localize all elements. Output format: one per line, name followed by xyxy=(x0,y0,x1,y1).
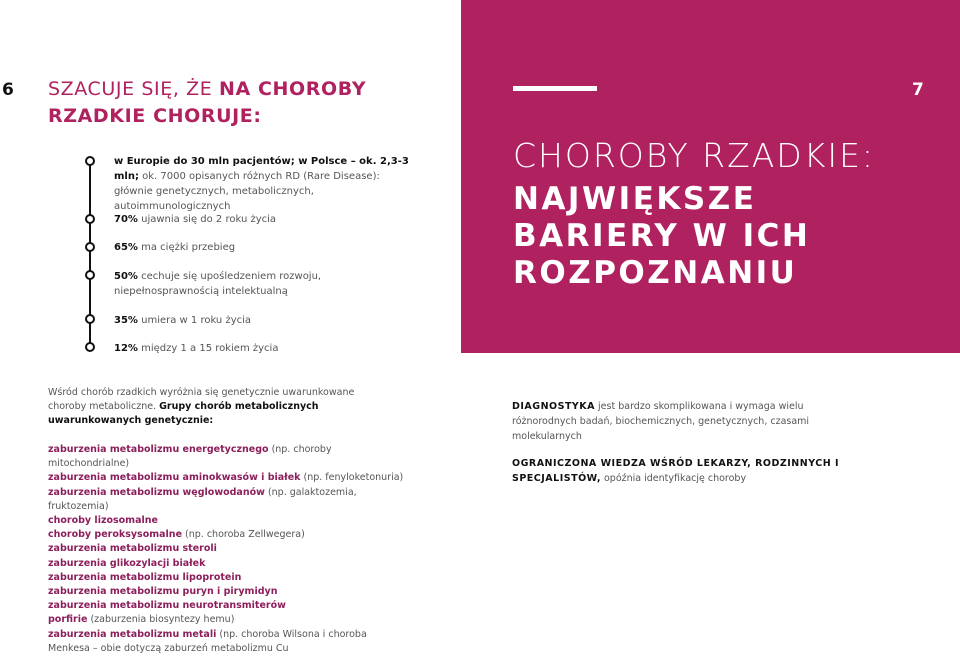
list-item xyxy=(48,613,408,627)
disease-group-list xyxy=(48,443,408,656)
group-name: zaburzenia metabolizmu aminokwasów i białek xyxy=(48,472,301,484)
panel-title-bold xyxy=(513,181,810,292)
stat-value: 50% xyxy=(114,271,138,282)
intro-paragraph xyxy=(48,386,393,428)
stat-value: 70% xyxy=(114,214,138,225)
group-name: zaburzenia metabolizmu metali xyxy=(48,628,217,640)
list-item xyxy=(48,471,408,485)
panel-accent-bar xyxy=(513,86,597,91)
stat-text: ma ciężki przebieg xyxy=(137,242,236,253)
group-name: zaburzenia metabolizmu lipoprotein xyxy=(48,571,242,583)
panel-title-line: ROZPOZNANIU xyxy=(513,255,798,291)
list-item xyxy=(48,557,408,571)
list-item xyxy=(48,514,408,528)
page-number-left: 6 xyxy=(2,80,14,100)
section-heading xyxy=(48,76,366,130)
barrier-text: opóźnia identyfikację choroby xyxy=(600,473,747,484)
group-note: (np. galaktozemia, fruktozemia) xyxy=(48,486,357,512)
list-item xyxy=(48,542,408,556)
group-name: zaburzenia glikozylacji białek xyxy=(48,557,206,569)
list-item xyxy=(48,599,408,613)
panel-title-line: BARIERY W ICH xyxy=(513,218,811,254)
group-note: (np. choroba Wilsona i choroba Menkesa – obie dotyczą zaburzeń metabolizmu Cu xyxy=(48,628,367,654)
intro-text: Wśród chorób rzadkich wyróżnia się genetycznie uwarunkowane choroby metaboliczne. xyxy=(48,387,355,412)
heading-bold-2: RZADKIE CHORUJE: xyxy=(48,105,262,127)
stat-value: 12% xyxy=(114,343,138,354)
group-name: zaburzenia metabolizmu węglowodanów xyxy=(48,486,265,498)
list-item xyxy=(48,628,408,656)
barrier-knowledge xyxy=(512,456,862,486)
barrier-title: OGRANICZONA WIEDZA WŚRÓD LEKARZY, RODZINNYCH I SPECJALISTÓW, xyxy=(512,458,840,484)
barrier-diagnostics xyxy=(512,399,862,444)
barrier-text: jest bardzo skomplikowana i wymaga wielu różnorodnych badań, biochemicznych, genetycznych, czasami molekularnych xyxy=(512,401,810,442)
intro-bold: Grupy chorób metabolicznych uwarunkowanych genetycznie: xyxy=(48,401,319,426)
title-panel xyxy=(461,0,960,353)
group-note: (zaburzenia biosyntezy hemu) xyxy=(87,614,235,626)
panel-title-light: CHOROBY RZADKIE: xyxy=(513,136,876,175)
group-note: (np. choroba Zellwegera) xyxy=(182,529,305,541)
stat-item xyxy=(114,154,414,214)
stat-value: w Europie do 30 mln pacjentów; w Polsce – ok. 2,3-3 mln; xyxy=(114,156,409,182)
list-item xyxy=(48,585,408,599)
timeline-dot xyxy=(85,242,95,252)
stat-text: umiera w 1 roku życia xyxy=(137,315,252,326)
timeline-dot xyxy=(85,214,95,224)
stat-text: cechuje się upośledzeniem rozwoju, niepełnosprawnością intelektualną xyxy=(114,271,322,297)
stat-value: 65% xyxy=(114,242,138,253)
timeline-dot xyxy=(85,342,95,352)
stat-item xyxy=(114,212,414,227)
stat-text: między 1 a 15 rokiem życia xyxy=(137,343,279,354)
group-name: zaburzenia metabolizmu steroli xyxy=(48,543,217,555)
list-item xyxy=(48,443,408,471)
stat-item xyxy=(114,313,414,328)
page-number-right: 7 xyxy=(912,80,924,100)
group-name: zaburzenia metabolizmu puryn i pirymidyn xyxy=(48,586,278,598)
panel-title-line: NAJWIĘKSZE xyxy=(513,181,757,217)
timeline-dot xyxy=(85,314,95,324)
stat-item xyxy=(114,269,414,299)
group-name: zaburzenia metabolizmu energetycznego xyxy=(48,444,269,455)
group-name: choroby peroksysomalne xyxy=(48,529,183,541)
stat-text: ok. 7000 opisanych różnych RD (Rare Disease): głównie genetycznych, metabolicznych, autoimmunologicznych xyxy=(114,171,380,212)
group-name: porfirie xyxy=(48,614,88,626)
stat-item xyxy=(114,240,414,255)
group-name: zaburzenia metabolizmu neurotransmiterów xyxy=(48,600,286,612)
heading-normal: SZACUJE SIĘ, ŻE xyxy=(48,78,219,100)
group-note: (np. choroby mitochondrialne) xyxy=(48,444,332,470)
timeline-dot xyxy=(85,156,95,166)
stat-value: 35% xyxy=(114,315,138,326)
list-item xyxy=(48,571,408,585)
stat-item xyxy=(114,341,414,356)
group-note: (np. fenyloketonuria) xyxy=(300,472,404,484)
list-item xyxy=(48,486,408,514)
timeline-dot xyxy=(85,270,95,280)
group-name: choroby lizosomalne xyxy=(48,515,158,527)
barrier-title: DIAGNOSTYKA xyxy=(512,401,596,412)
heading-bold-1: NA CHOROBY xyxy=(218,78,367,100)
list-item xyxy=(48,528,408,542)
stat-text: ujawnia się do 2 roku życia xyxy=(137,214,277,225)
